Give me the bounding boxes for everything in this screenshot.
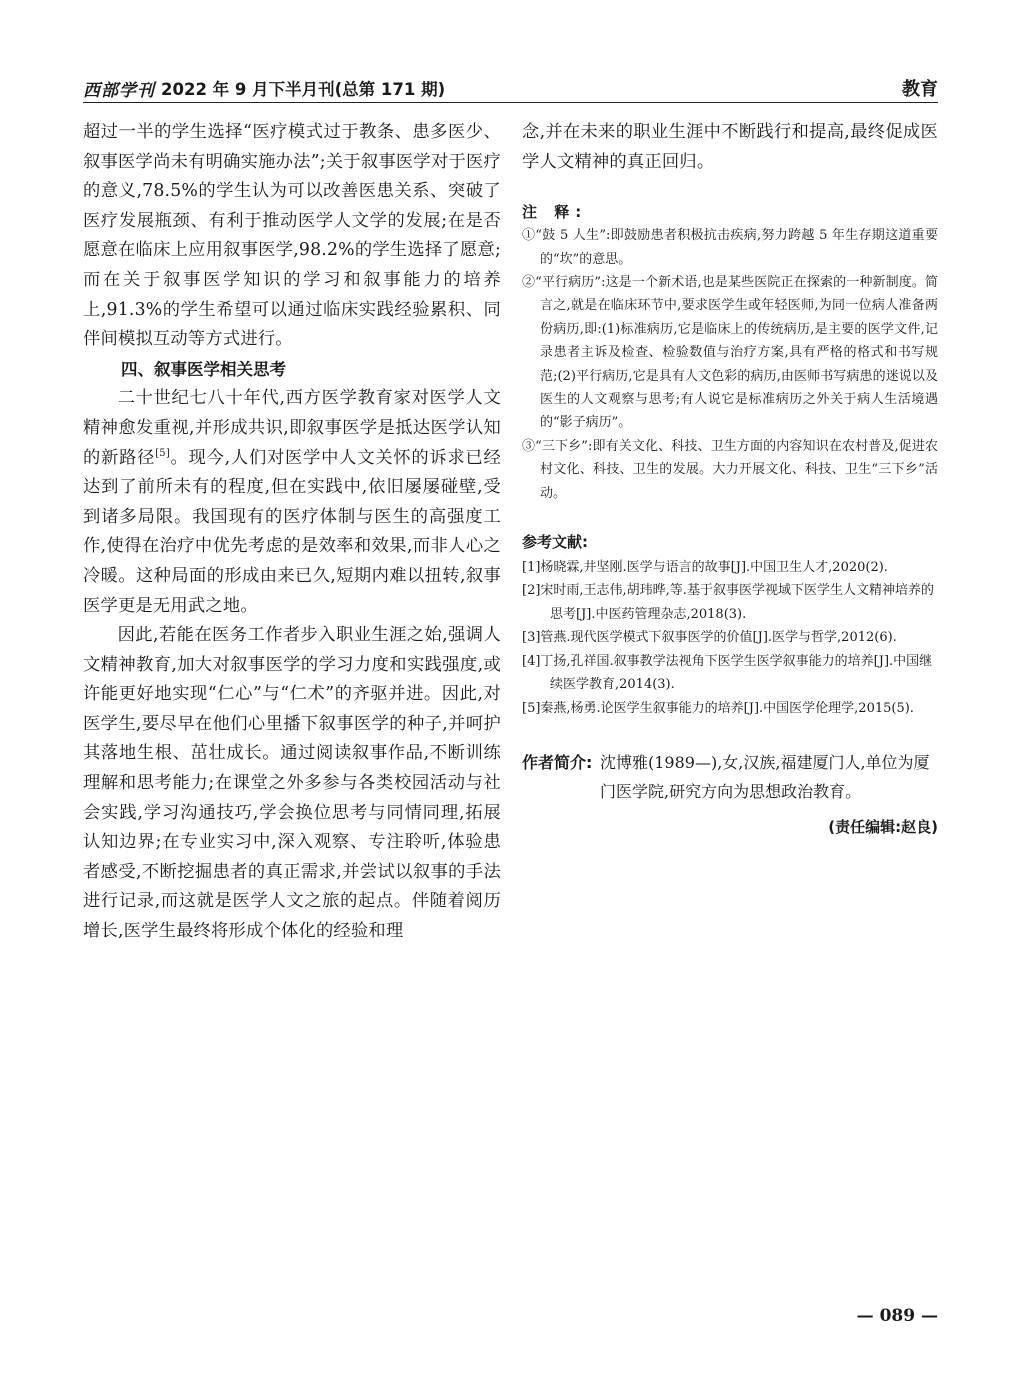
section-heading: 四、叙事医学相关思考 bbox=[121, 359, 286, 379]
paragraph-text: 。现今,人们对医学中人文关怀的诉求已经达到了前所未有的程度,但在实践中,依旧屡屡碰壁,受到诸多局限。我国现有的医疗体制与医生的高强度工作,使得在治疗中优先考虑的是效率和效果,而非人心之冷暖。这种局面的形成由来已久,短期内难以扭转,叙事医学更是无用武之地。 bbox=[83, 447, 501, 616]
issue-info: 2022 年 9 月下半月刊(总第 171 期) bbox=[161, 80, 446, 99]
citation-marker: [5] bbox=[155, 447, 170, 459]
paragraph: 念,并在未来的职业生涯中不断践行和提高,最终促成医学人文精神的真正回归。 bbox=[522, 122, 938, 172]
right-column bbox=[522, 118, 938, 837]
page-number: — 089 — bbox=[856, 1306, 938, 1326]
author-bio bbox=[522, 748, 938, 806]
note-item: ②“平行病历”:这是一个新术语,也是某些医院正在探索的一种新制度。简言之,就是在临床环节中,要求医学生或年轻医师,为同一位病人准备两份病历,即:(1)标准病历,它是临床上的传统病历,是主要的医学文件,记录患者主诉及检查、检验数值与治疗方案,具有严格的格式和书写规范;(2)平行病历,它是具有人文色彩的病历,由医师书写病患的迷说以及医生的人文观察与思考;有人说它是标准病历之外关于病人生活境遇的“影子病历”。 bbox=[522, 275, 938, 431]
notes-heading: 注 释: bbox=[522, 203, 588, 222]
reference-item: [5]秦燕,杨勇.论医学生叙事能力的培养[J].中国医学伦理学,2015(5). bbox=[522, 700, 914, 716]
note-item: ①“鼓 5 人生”:即鼓励患者积极抗击疾病,努力跨越 5 年生存期这道重要的“坎”的意思。 bbox=[522, 228, 938, 267]
author-text: 沈博雅(1989—),女,汉族,福建厦门人,单位为厦门医学院,研究方向为思想政治教育。 bbox=[600, 752, 930, 801]
paragraph bbox=[83, 384, 501, 621]
journal-logo: 西部学刊 bbox=[83, 81, 155, 101]
paragraph: 因此,若能在医务工作者步入职业生涯之始,强调人文精神教育,加大对叙事医学的学习力度和实践强度,或许能更好地实现“仁心”与“仁术”的齐驱并进。因此,对医学生,要尽早在他们心里播下叙事医学的种子,并呵护其落地生根、茁壮成长。通过阅读叙事作品,不断训练理解和思考能力;在课堂之外多参与各类校园活动与社会实践,学习沟通技巧,学会换位思考与同情同理,拓展认知边界;在专业实习中,深入观察、专注聆听,体验患者感受,不断挖掘患者的真正需求,并尝试以叙事的手法进行记录,而这就是医学人文之旅的起点。伴随着阅历增长,医学生最终将形成个体化的经验和理 bbox=[83, 625, 501, 942]
references-heading: 参考文献: bbox=[522, 533, 588, 552]
page-header bbox=[83, 70, 938, 102]
reference-item: [4]丁扬,孔祥国.叙事教学法视角下医学生医学叙事能力的培养[J].中国继续医学教育,2014(3). bbox=[522, 653, 933, 693]
left-column bbox=[83, 118, 501, 947]
editor-credit: (责任编辑:赵良) bbox=[828, 817, 938, 836]
header-rule bbox=[83, 102, 938, 103]
reference-item: [1]杨晓霖,井坚刚.医学与语言的故事[J].中国卫生人才,2020(2). bbox=[522, 560, 888, 576]
reference-item: [3]管燕.现代医学模式下叙事医学的价值[J].医学与哲学,2012(6). bbox=[522, 630, 897, 646]
section-name: 教育 bbox=[902, 79, 938, 100]
note-item: ③“三下乡”:即有关文化、科技、卫生方面的内容知识在农村普及,促进农村文化、科技、卫生的发展。大力开展文化、科技、卫生“三下乡”活动。 bbox=[522, 438, 938, 501]
paragraph: 超过一半的学生选择“医疗模式过于教条、患多医少、叙事医学尚未有明确实施办法”;关于叙事医学对于医疗的意义,78.5%的学生认为可以改善医患关系、突破了医疗发展瓶颈、有利于推动医学人文学的发展;在是否愿意在临床上应用叙事医学,98.2%的学生选择了愿意;而在关于叙事医学知识的学习和叙事能力的培养上,91.3%的学生希望可以通过临床实践经验累积、同伴间模拟互动等方式进行。 bbox=[83, 122, 501, 350]
reference-item: [2]宋时雨,王志伟,胡玮晔,等.基于叙事医学视域下医学生人文精神培养的思考[J].中医药管理杂志,2018(3). bbox=[522, 583, 934, 622]
author-label: 作者简介: bbox=[522, 752, 593, 772]
paragraph-text: 二十世纪七八十年代,西方医学教育家对医学人文精神愈发重视,并形成共识,即叙事医学是抵达医学认知的新路径 bbox=[83, 388, 501, 468]
